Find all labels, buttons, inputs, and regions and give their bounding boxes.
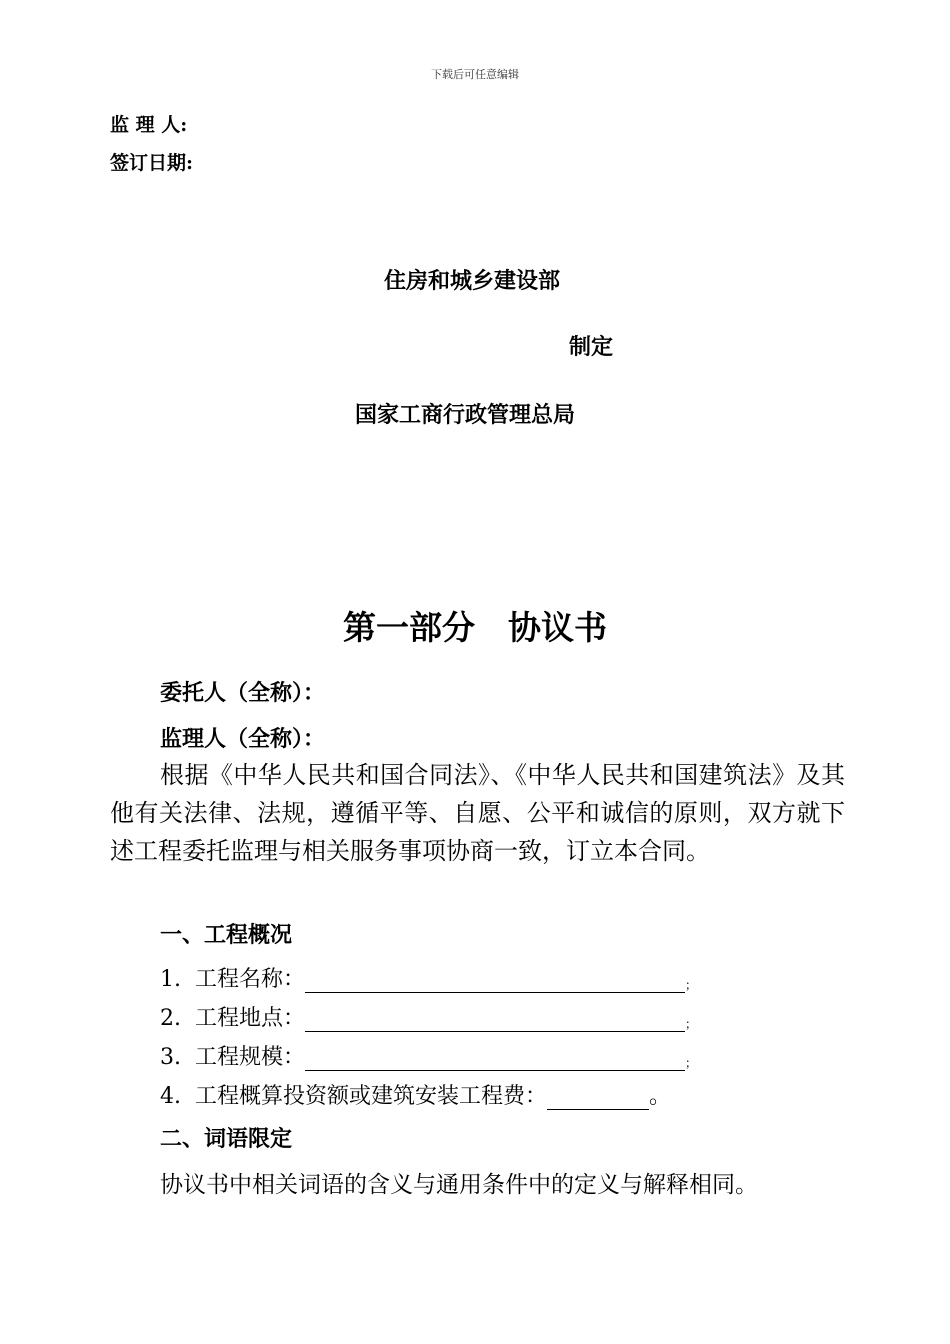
fill-blank[interactable] <box>305 968 685 993</box>
item-label: 工程规模： <box>195 1045 306 1070</box>
signing-date-label: 签订日期: <box>110 152 194 174</box>
item-number: 3. <box>160 1045 181 1070</box>
preamble-paragraph: 根据《中华人民共和国合同法》、《中华人民共和国建筑法》及其他有关法律、法规，遵循平等、自愿、公平和诚信的原则，双方就下述工程委托监理与相关服务事项协商一致，订立本合同。 <box>110 761 845 865</box>
item-label: 工程名称： <box>195 967 306 992</box>
issued-label: 制定 <box>569 334 614 360</box>
item-project-name <box>160 962 697 993</box>
agency-commerce: 国家工商行政管理总局 <box>355 402 576 428</box>
item-number: 4. <box>160 1084 181 1109</box>
fill-blank[interactable] <box>547 1085 649 1110</box>
item-project-cost <box>160 1079 671 1110</box>
item-project-location <box>160 1001 697 1032</box>
fill-blank[interactable] <box>305 1046 685 1071</box>
terms-definition-text: 协议书中相关词语的含义与通用条件中的定义与解释相同。 <box>160 1172 758 1198</box>
item-label: 工程地点： <box>195 1006 306 1031</box>
item-end: ； <box>685 978 698 992</box>
section-1-title: 一、工程概况 <box>160 922 293 948</box>
supervisor-label: 监 理 人: <box>110 114 188 136</box>
item-label: 工程概算投资额或建筑安装工程费： <box>195 1084 548 1109</box>
item-end: ； <box>685 1056 698 1070</box>
part-title: 第一部分 协议书 <box>343 608 607 647</box>
item-project-scale <box>160 1040 697 1071</box>
header-note: 下载后可任意编辑 <box>431 68 519 81</box>
fill-blank[interactable] <box>305 1007 685 1032</box>
item-end: 。 <box>649 1084 672 1109</box>
agency-housing: 住房和城乡建设部 <box>384 268 561 294</box>
section-2-title: 二、词语限定 <box>160 1126 293 1152</box>
supervisor-fullname-label: 监理人（全称）： <box>160 726 326 752</box>
item-end: ； <box>685 1017 698 1031</box>
item-number: 1. <box>160 967 181 992</box>
item-number: 2. <box>160 1006 181 1031</box>
client-label: 委托人（全称）： <box>160 680 326 706</box>
